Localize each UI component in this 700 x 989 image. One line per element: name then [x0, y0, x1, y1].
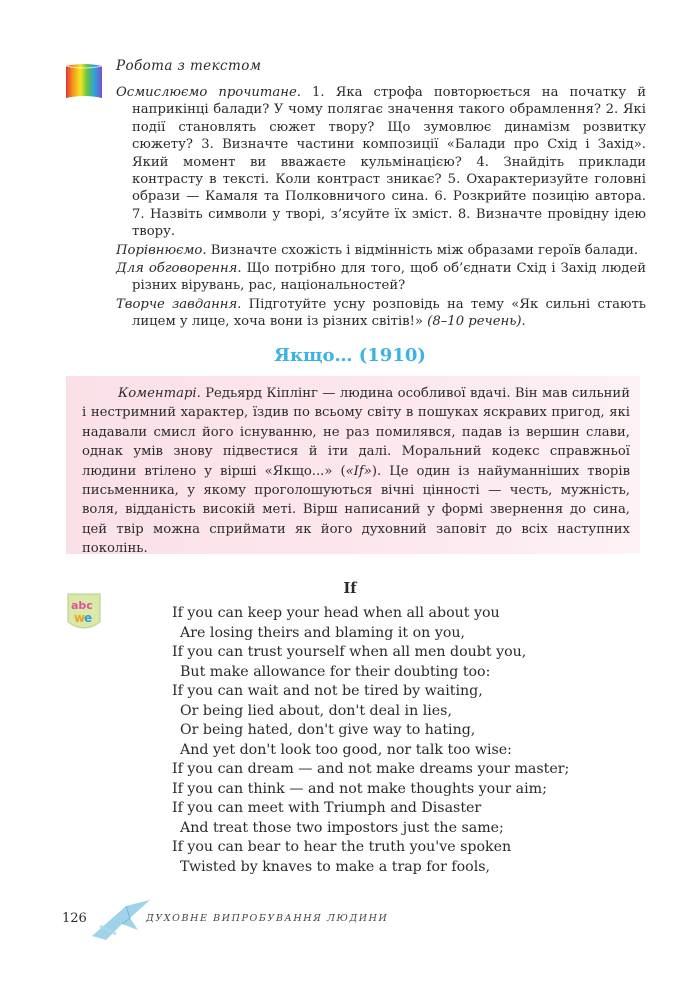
poem-line: Twisted by knaves to make a trap for fools,	[180, 858, 491, 875]
poem-line: And treat those two impostors just the same;	[180, 819, 504, 836]
task-item	[116, 260, 646, 295]
poem-line: Or being lied about, don't deal in lies,	[180, 702, 452, 719]
section-title: Робота з текстом	[116, 58, 262, 74]
task-text: Визначте схожість і відмінність між образами героїв балади.	[210, 242, 639, 258]
poem-line: If you can keep your head when all about you	[172, 605, 500, 621]
commentary-body-1: Редьярд Кіплінг — людина особливої вдачі. Він мав сильний і нестримний характер, їздив по всьому світу в пошуках яскравих пригод, які надавали смисл його існуванню, не раз помилявся, падав із вершин слави, однак умів знову підвестися й іти далі. Моральний кодекс справжньої людини втілено у вірші «Якщо...» (	[82, 386, 630, 479]
page-number: 126	[62, 911, 87, 926]
task-label: Творче завдання.	[116, 296, 242, 312]
running-title: ДУХОВНЕ ВИПРОБУВАННЯ ЛЮДИНИ	[146, 913, 389, 924]
poem-title: If	[343, 580, 357, 597]
poem-line: And yet don't look too good, nor talk too wise:	[180, 741, 512, 758]
poem-line: Are losing theirs and blaming it on you,	[180, 624, 466, 641]
poem-line: If you can trust yourself when all men doubt you,	[172, 644, 527, 660]
poem-line: But make allowance for their doubting too:	[180, 663, 491, 680]
poem-line: If you can wait and not be tired by waiting,	[172, 683, 483, 699]
poem-line: If you can dream — and not make dreams your master;	[172, 761, 570, 777]
task-item	[116, 84, 646, 241]
task-label: Порівнюємо.	[116, 242, 207, 258]
task-note: (8–10 речень).	[427, 314, 526, 330]
svg-text:w: w	[74, 611, 86, 625]
poem-heading: Якщо… (1910)	[274, 345, 426, 366]
poem-line: If you can bear to hear the truth you've spoken	[172, 839, 512, 855]
abc-language-icon	[64, 592, 104, 634]
svg-text:abc: abc	[71, 599, 93, 612]
task-text: 1. Яка строфа повторюється на початку й наприкінці балади? У чому полягає значення такого обрамлення? 2. Які події становлять сюжет твору? Що зумовлює динамізм розвитку сюжету? 3. Визначте частини композиції «Балади про Схід і Захід». Який момент ви вважаєте кульмінацією? 4. Знайдіть приклади контрасту в тексті. Коли контраст зникає? 5. Охарактеризуйте головні образи — Камаля та Полковничого сина. 6. Розкрийте позицію автора. 7. Назвіть символи у творі, з’ясуйте їх зміст. 8. Визначте провідну ідею твору.	[132, 85, 646, 240]
task-item	[116, 296, 646, 331]
commentary-title-en: «If»	[345, 463, 372, 479]
task-label: Осмислюємо прочитане.	[116, 85, 301, 100]
task-item	[116, 242, 646, 259]
poem-line: Or being hated, don't give way to hating,	[180, 722, 476, 738]
svg-text:e: e	[84, 611, 93, 625]
poem-text	[172, 604, 612, 877]
task-label: Для обговорення.	[116, 261, 242, 277]
task-text: Підготуйте усну розповідь на тему «Як сильні стають лицем у лице, хоча вони із різних світів!»	[132, 296, 646, 330]
commentary-body-2: ). Це один із найуманніших творів письменника, у якому проголошуються вічні цінності — честь, мужність, воля, відданість високій меті. Вірш написаний у формі звернення до сина, цей твір можна сприймати як його духовний заповіт до всіх наступних поколінь.	[82, 463, 630, 557]
poem-line: If you can think — and not make thoughts your aim;	[172, 780, 547, 797]
task-text: Що потрібно для того, щоб об’єднати Схід і Захід людей різних вірувань, рас, національностей?	[132, 261, 646, 294]
tasks-list	[116, 84, 646, 332]
rainbow-book-icon	[64, 62, 104, 102]
poem-line: If you can meet with Triumph and Disaster	[172, 800, 482, 816]
commentary-text	[82, 384, 630, 559]
commentary-label: Коментарі.	[118, 386, 201, 401]
